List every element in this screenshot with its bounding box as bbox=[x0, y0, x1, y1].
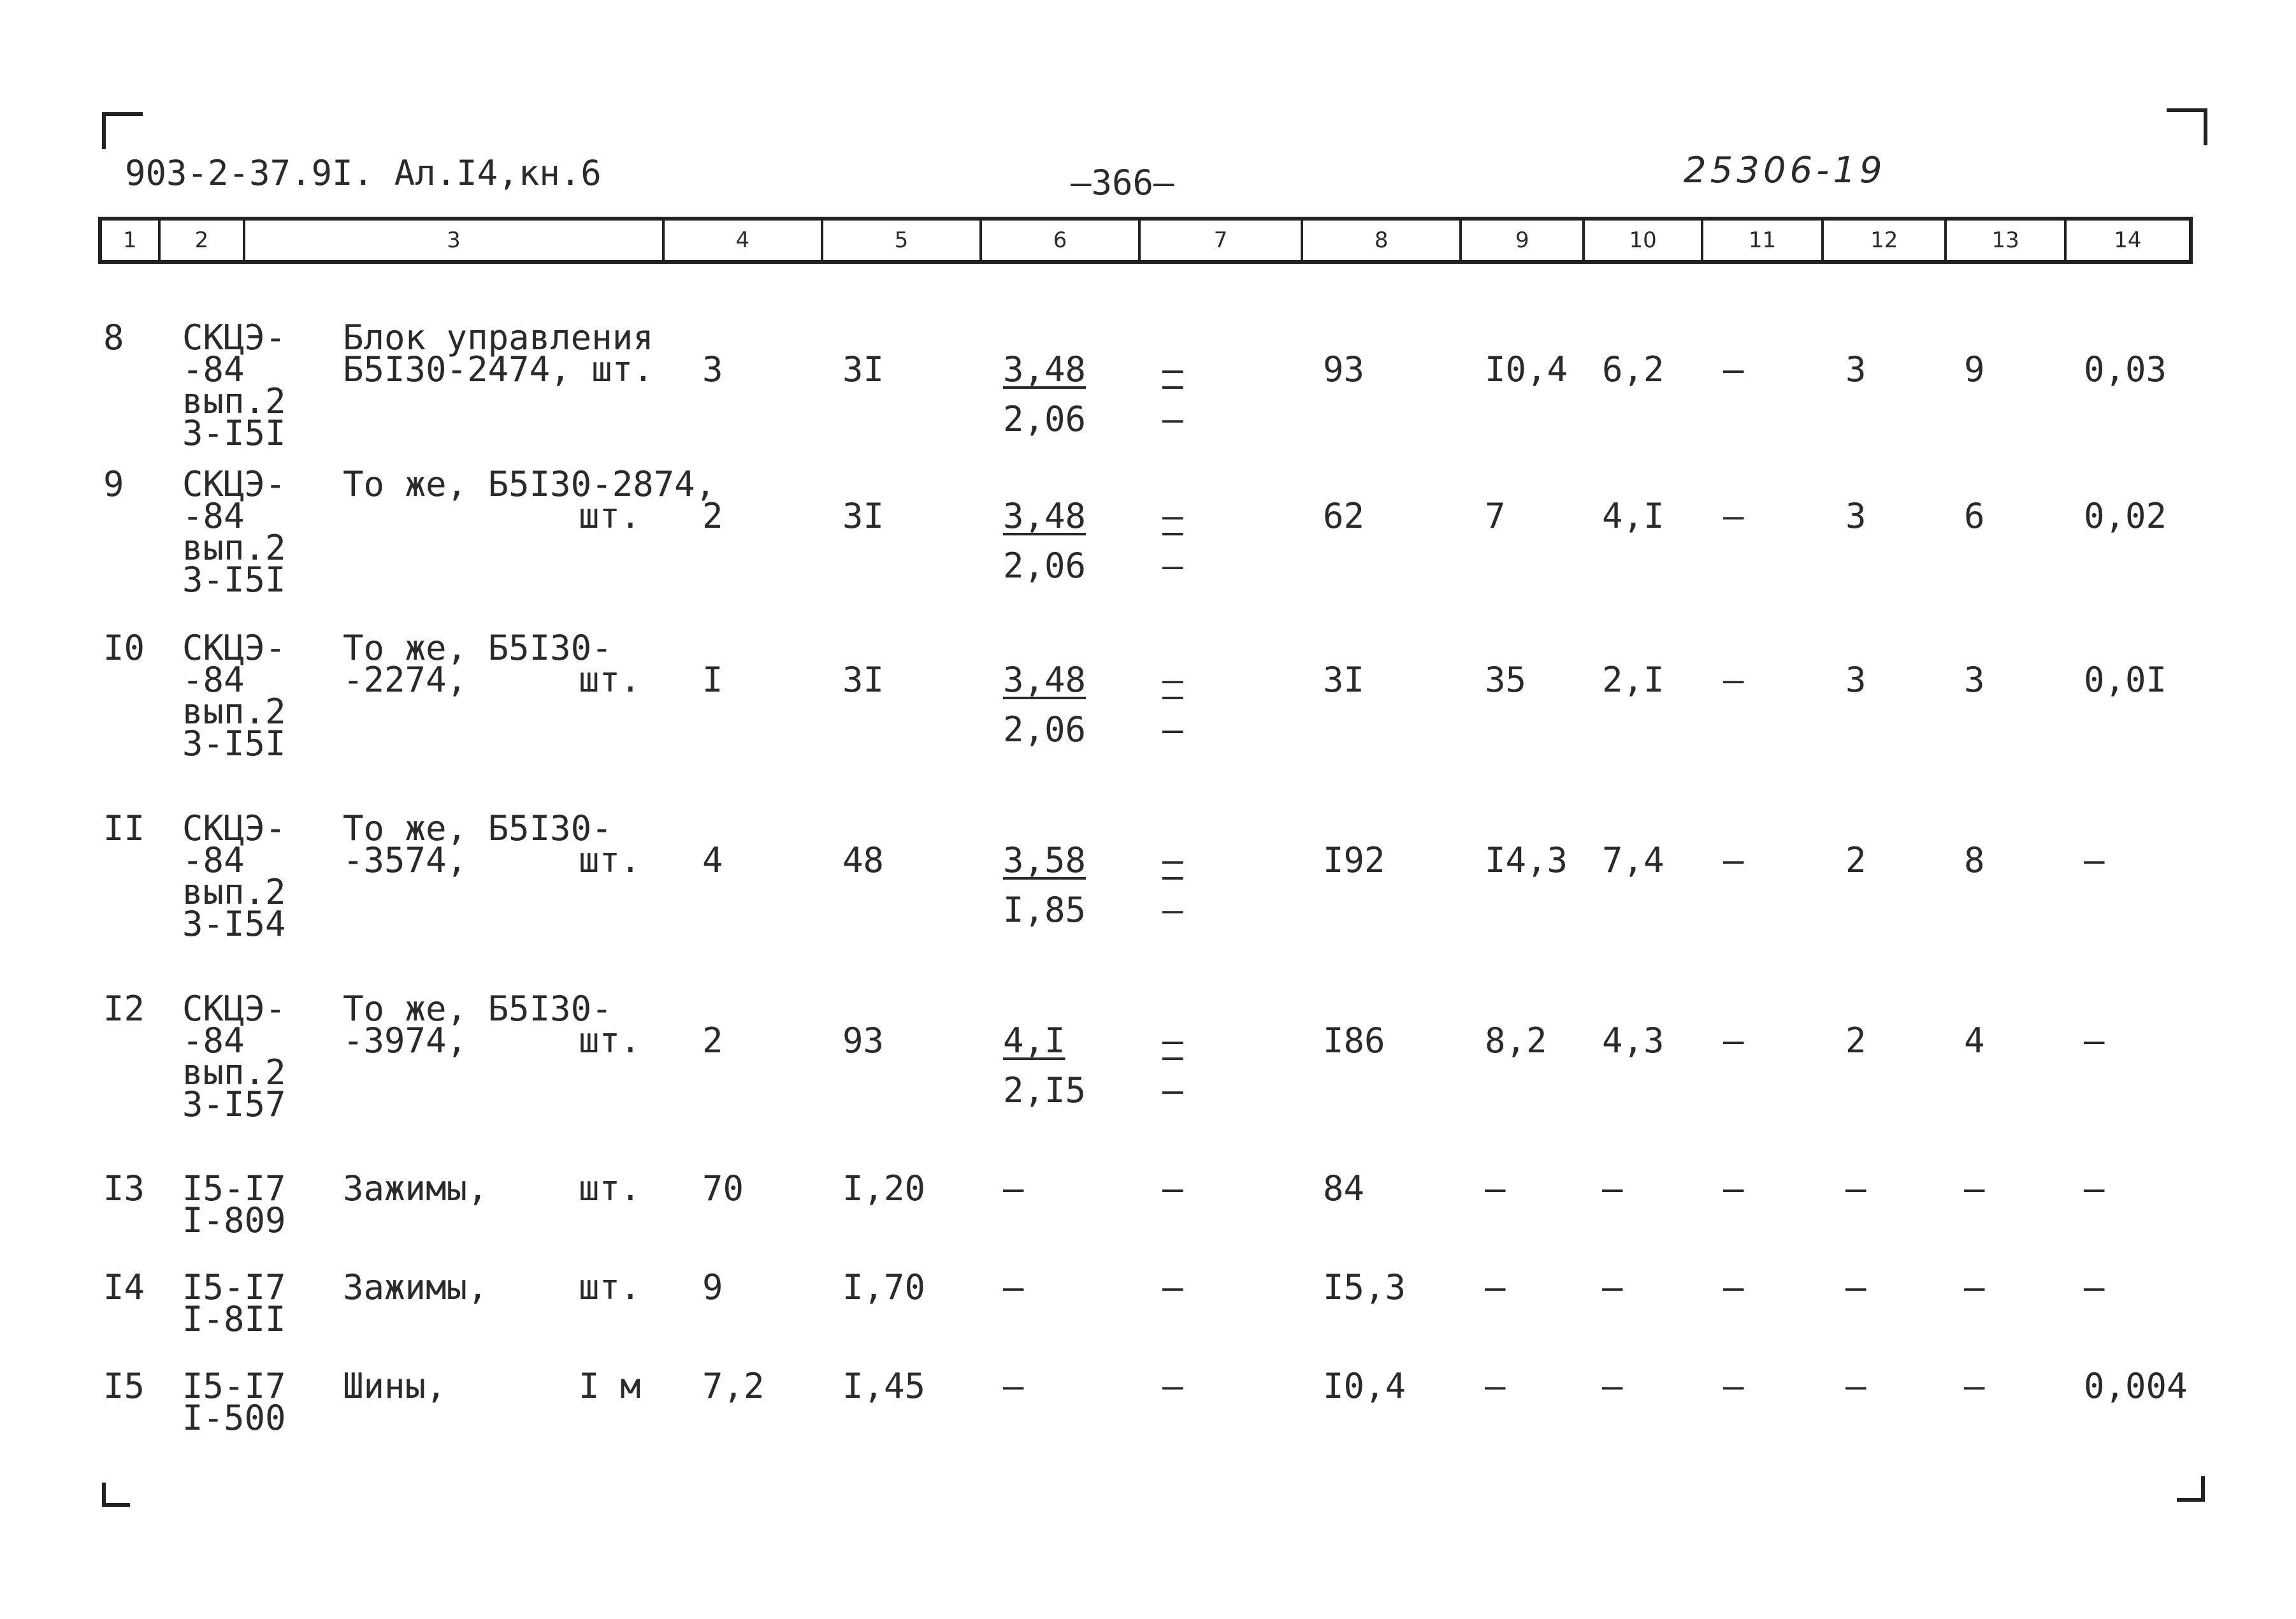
value-cell-col9: 8,2 bbox=[1485, 1020, 1547, 1061]
row-number: I4 bbox=[103, 1267, 145, 1307]
unit-cell: шт. bbox=[579, 1267, 641, 1307]
value-cell-col9: 35 bbox=[1485, 660, 1527, 700]
unit-cell: I м bbox=[579, 1366, 641, 1406]
value-cell-col11: – bbox=[1723, 660, 1744, 700]
value-cell-col7-top: – bbox=[1162, 660, 1183, 700]
value-cell-col10: 4,I bbox=[1602, 496, 1664, 536]
value-cell-col14: 0,004 bbox=[2084, 1366, 2188, 1406]
value-cell-col5: 3I bbox=[842, 660, 884, 700]
reference-cell: СКЦЭ- -84 вып.2 3-I5I bbox=[182, 628, 286, 764]
document-code: 903-2-37.9I. Ал.I4,кн.6 bbox=[125, 153, 602, 193]
row-number: 9 bbox=[103, 464, 124, 504]
value-cell-col5: I,45 bbox=[842, 1366, 926, 1406]
column-header: 1 bbox=[102, 221, 161, 260]
item-name-cell: То же, Б5I30- -3574, bbox=[343, 808, 612, 880]
value-cell-col6-bottom: 2,06 bbox=[1003, 546, 1087, 586]
value-cell-col6-top: 3,58 bbox=[1003, 840, 1087, 880]
item-name-cell: То же, Б5I30-2874, bbox=[343, 464, 716, 504]
value-cell-col8: 93 bbox=[1323, 349, 1365, 389]
row-number: I2 bbox=[103, 989, 145, 1029]
value-cell-col10: 6,2 bbox=[1602, 349, 1664, 389]
quantity-cell: I bbox=[702, 660, 723, 700]
quantity-cell: 70 bbox=[702, 1168, 744, 1209]
value-cell-col6-bottom: I,85 bbox=[1003, 890, 1087, 930]
column-header: 11 bbox=[1703, 221, 1824, 260]
column-header: 3 bbox=[245, 221, 665, 260]
value-cell-col6-top: 3,48 bbox=[1003, 349, 1087, 389]
value-cell-col8: I92 bbox=[1323, 840, 1385, 880]
value-cell-col13: 4 bbox=[1964, 1020, 1985, 1061]
value-cell-col13: – bbox=[1964, 1366, 1985, 1406]
row-number: I5 bbox=[103, 1366, 145, 1406]
value-cell-col5: 3I bbox=[842, 349, 884, 389]
reference-cell: СКЦЭ- -84 вып.2 3-I57 bbox=[182, 989, 286, 1124]
value-cell-col11: – bbox=[1723, 496, 1744, 536]
value-cell-col8: 62 bbox=[1323, 496, 1365, 536]
value-cell-col8: I86 bbox=[1323, 1020, 1385, 1061]
value-cell-col14: – bbox=[2084, 840, 2105, 880]
value-cell-col12: 2 bbox=[1845, 1020, 1866, 1061]
value-cell-col7-top: – bbox=[1162, 1366, 1183, 1406]
value-cell-col8: I0,4 bbox=[1323, 1366, 1406, 1406]
value-cell-col9: – bbox=[1485, 1267, 1506, 1307]
column-header: 13 bbox=[1947, 221, 2066, 260]
unit-cell: шт. bbox=[579, 840, 641, 880]
value-cell-col6-bottom: 2,06 bbox=[1003, 399, 1087, 439]
unit-cell: шт. bbox=[579, 496, 641, 536]
column-header: 6 bbox=[982, 221, 1141, 260]
reference-cell: СКЦЭ- -84 вып.2 3-I5I bbox=[182, 317, 286, 453]
page-number: —366— bbox=[1071, 163, 1174, 203]
value-cell-col12: 3 bbox=[1845, 660, 1866, 700]
value-cell-col10: 4,3 bbox=[1602, 1020, 1664, 1061]
value-cell-col14: – bbox=[2084, 1267, 2105, 1307]
value-cell-col7-top: – bbox=[1162, 496, 1183, 536]
value-cell-col11: – bbox=[1723, 840, 1744, 880]
item-name-cell: То же, Б5I30- -2274, bbox=[343, 628, 612, 700]
value-cell-col7-bottom: – bbox=[1162, 709, 1183, 750]
reference-cell: I5-I7 I-809 bbox=[182, 1168, 286, 1240]
corner-mark-top-left bbox=[102, 112, 143, 149]
value-cell-col12: – bbox=[1845, 1366, 1866, 1406]
row-number: I3 bbox=[103, 1168, 145, 1209]
value-cell-col5: 93 bbox=[842, 1020, 884, 1061]
value-cell-col11: – bbox=[1723, 1366, 1744, 1406]
value-cell-col7-top: – bbox=[1162, 1267, 1183, 1307]
value-cell-col6-top: 3,48 bbox=[1003, 496, 1087, 536]
value-cell-col7-bottom: – bbox=[1162, 546, 1183, 586]
value-cell-col12: 3 bbox=[1845, 496, 1866, 536]
value-cell-col9: I4,3 bbox=[1485, 840, 1568, 880]
item-name-cell: Шины, bbox=[343, 1366, 447, 1406]
value-cell-col14: 0,03 bbox=[2084, 349, 2167, 389]
value-cell-col9: I0,4 bbox=[1485, 349, 1568, 389]
value-cell-col12: – bbox=[1845, 1267, 1866, 1307]
value-cell-col8: 84 bbox=[1323, 1168, 1365, 1209]
column-header: 9 bbox=[1462, 221, 1585, 260]
value-cell-col12: 3 bbox=[1845, 349, 1866, 389]
value-cell-col14: 0,0I bbox=[2084, 660, 2167, 700]
value-cell-col7-top: – bbox=[1162, 1168, 1183, 1209]
value-cell-col5: 3I bbox=[842, 496, 884, 536]
quantity-cell: 7,2 bbox=[702, 1366, 765, 1406]
column-header: 10 bbox=[1585, 221, 1703, 260]
column-header: 5 bbox=[823, 221, 982, 260]
value-cell-col12: – bbox=[1845, 1168, 1866, 1209]
value-cell-col6-bottom: 2,06 bbox=[1003, 709, 1087, 750]
value-cell-col10: – bbox=[1602, 1168, 1623, 1209]
reference-cell: I5-I7 I-500 bbox=[182, 1366, 286, 1438]
value-cell-col13: – bbox=[1964, 1267, 1985, 1307]
value-cell-col5: I,70 bbox=[842, 1267, 926, 1307]
value-cell-col8: I5,3 bbox=[1323, 1267, 1406, 1307]
item-name-cell: Зажимы, bbox=[343, 1168, 488, 1209]
unit-cell: шт. bbox=[579, 1168, 641, 1209]
value-cell-col10: – bbox=[1602, 1366, 1623, 1406]
value-cell-col9: – bbox=[1485, 1168, 1506, 1209]
row-number: II bbox=[103, 808, 145, 848]
value-cell-col13: 9 bbox=[1964, 349, 1985, 389]
value-cell-col9: – bbox=[1485, 1366, 1506, 1406]
unit-cell: шт. bbox=[579, 1020, 641, 1061]
value-cell-col7-top: – bbox=[1162, 840, 1183, 880]
unit-cell: шт. bbox=[579, 660, 641, 700]
item-name-cell: Зажимы, bbox=[343, 1267, 488, 1307]
value-cell-col10: – bbox=[1602, 1267, 1623, 1307]
value-cell-col8: 3I bbox=[1323, 660, 1365, 700]
value-cell-col14: – bbox=[2084, 1020, 2105, 1061]
column-header-row bbox=[98, 217, 2193, 264]
reference-cell: СКЦЭ- -84 вып.2 3-I5I bbox=[182, 464, 286, 600]
value-cell-col6-top: – bbox=[1003, 1366, 1024, 1406]
quantity-cell: 2 bbox=[702, 496, 723, 536]
item-name-cell: Блок управления Б5I30-2474, шт. bbox=[343, 317, 654, 389]
column-header: 7 bbox=[1141, 221, 1303, 260]
value-cell-col6-top: – bbox=[1003, 1168, 1024, 1209]
value-cell-col14: 0,02 bbox=[2084, 496, 2167, 536]
column-header: 12 bbox=[1824, 221, 1947, 260]
value-cell-col5: I,20 bbox=[842, 1168, 926, 1209]
corner-mark-top-right bbox=[2167, 108, 2207, 145]
value-cell-col13: 3 bbox=[1964, 660, 1985, 700]
corner-mark-bottom-right bbox=[2177, 1476, 2205, 1502]
value-cell-col5: 48 bbox=[842, 840, 884, 880]
column-header: 2 bbox=[161, 221, 246, 260]
value-cell-col7-top: – bbox=[1162, 349, 1183, 389]
value-cell-col13: 8 bbox=[1964, 840, 1985, 880]
value-cell-col6-top: 4,I bbox=[1003, 1020, 1065, 1061]
quantity-cell: 4 bbox=[702, 840, 723, 880]
value-cell-col7-bottom: – bbox=[1162, 399, 1183, 439]
value-cell-col14: – bbox=[2084, 1168, 2105, 1209]
value-cell-col11: – bbox=[1723, 349, 1744, 389]
value-cell-col13: 6 bbox=[1964, 496, 1985, 536]
sheet-number: 25306-19 bbox=[1684, 150, 1886, 191]
row-number: I0 bbox=[103, 628, 145, 668]
value-cell-col11: – bbox=[1723, 1168, 1744, 1209]
value-cell-col11: – bbox=[1723, 1020, 1744, 1061]
column-header: 4 bbox=[665, 221, 823, 260]
column-header: 8 bbox=[1303, 221, 1462, 260]
value-cell-col6-bottom: 2,I5 bbox=[1003, 1070, 1087, 1110]
column-header: 14 bbox=[2114, 228, 2142, 253]
quantity-cell: 3 bbox=[702, 349, 723, 389]
reference-cell: СКЦЭ- -84 вып.2 3-I54 bbox=[182, 808, 286, 944]
value-cell-col7-top: – bbox=[1162, 1020, 1183, 1061]
value-cell-col6-top: – bbox=[1003, 1267, 1024, 1307]
item-name-cell: То же, Б5I30- -3974, bbox=[343, 989, 612, 1061]
value-cell-col12: 2 bbox=[1845, 840, 1866, 880]
reference-cell: I5-I7 I-8II bbox=[182, 1267, 286, 1339]
value-cell-col7-bottom: – bbox=[1162, 1070, 1183, 1110]
value-cell-col10: 7,4 bbox=[1602, 840, 1664, 880]
quantity-cell: 2 bbox=[702, 1020, 723, 1061]
row-number: 8 bbox=[103, 317, 124, 358]
value-cell-col9: 7 bbox=[1485, 496, 1506, 536]
value-cell-col7-bottom: – bbox=[1162, 890, 1183, 930]
value-cell-col10: 2,I bbox=[1602, 660, 1664, 700]
value-cell-col13: – bbox=[1964, 1168, 1985, 1209]
corner-mark-bottom-left bbox=[102, 1483, 130, 1507]
quantity-cell: 9 bbox=[702, 1267, 723, 1307]
value-cell-col6-top: 3,48 bbox=[1003, 660, 1087, 700]
value-cell-col11: – bbox=[1723, 1267, 1744, 1307]
